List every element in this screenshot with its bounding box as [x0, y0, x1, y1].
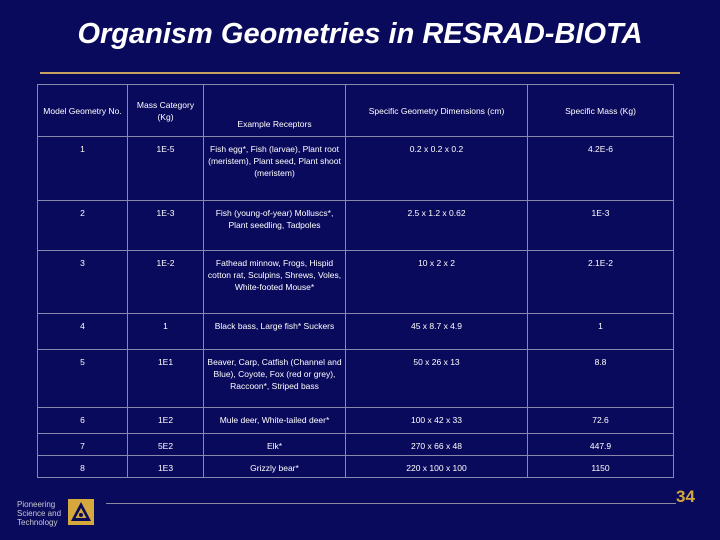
table-row [38, 349, 674, 407]
cell-dimensions: 2.5 x 1.2 x 0.62 [346, 201, 528, 251]
cell-dimensions: 50 x 26 x 13 [346, 349, 528, 407]
cell-mass-category: 1E-3 [128, 201, 204, 251]
header-specific-mass: Specific Mass (Kg) [528, 85, 674, 137]
cell-mass-category: 1E-2 [128, 251, 204, 313]
cell-specific-mass: 1E-3 [528, 201, 674, 251]
cell-geometry-no: 8 [38, 455, 128, 477]
table-row [38, 201, 674, 251]
cell-dimensions: 100 x 42 x 33 [346, 407, 528, 433]
cell-receptors: Fish egg*, Fish (larvae), Plant root (meristem), Plant seed, Plant shoot (meristem) [204, 137, 346, 201]
cell-geometry-no: 2 [38, 201, 128, 251]
cell-geometry-no: 4 [38, 313, 128, 349]
table-row [38, 455, 674, 477]
cell-specific-mass: 4.2E-6 [528, 137, 674, 201]
cell-dimensions: 270 x 66 x 48 [346, 433, 528, 455]
cell-geometry-no: 5 [38, 349, 128, 407]
cell-receptors: Mule deer, White-tailed deer* [204, 407, 346, 433]
cell-receptors: Black bass, Large fish* Suckers [204, 313, 346, 349]
table-header-row [38, 85, 674, 137]
table-row [38, 137, 674, 201]
tagline-line: Technology [17, 518, 58, 527]
page-number: 34 [676, 487, 695, 506]
header-example-receptors: Example Receptors [204, 85, 346, 137]
cell-specific-mass: 72.6 [528, 407, 674, 433]
table-row [38, 251, 674, 313]
cell-mass-category: 1E2 [128, 407, 204, 433]
cell-mass-category: 5E2 [128, 433, 204, 455]
cell-receptors: Grizzly bear* [204, 455, 346, 477]
cell-geometry-no: 1 [38, 137, 128, 201]
cell-geometry-no: 6 [38, 407, 128, 433]
cell-receptors: Fathead minnow, Frogs, Hispid cotton rat, Sculpins, Shrews, Voles, White-footed Mouse* [204, 251, 346, 313]
slide-title: Organism Geometries in RESRAD-BIOTA [77, 18, 643, 50]
footer-tagline [17, 500, 61, 527]
cell-specific-mass: 447.9 [528, 433, 674, 455]
header-mass-category: Mass Category (Kg) [128, 85, 204, 137]
cell-specific-mass: 2.1E-2 [528, 251, 674, 313]
cell-dimensions: 220 x 100 x 100 [346, 455, 528, 477]
table-row [38, 313, 674, 349]
cell-dimensions: 10 x 2 x 2 [346, 251, 528, 313]
cell-geometry-no: 3 [38, 251, 128, 313]
footer-divider [106, 503, 676, 504]
cell-mass-category: 1E-5 [128, 137, 204, 201]
header-geometry-dimensions: Specific Geometry Dimensions (cm) [346, 85, 528, 137]
cell-mass-category: 1E1 [128, 349, 204, 407]
cell-specific-mass: 1 [528, 313, 674, 349]
header-model-geometry-no: Model Geometry No. [38, 85, 128, 137]
argonne-logo-icon [68, 499, 94, 525]
cell-geometry-no: 7 [38, 433, 128, 455]
cell-receptors: Elk* [204, 433, 346, 455]
tagline-line: Pioneering [17, 500, 56, 509]
cell-dimensions: 45 x 8.7 x 4.9 [346, 313, 528, 349]
cell-mass-category: 1 [128, 313, 204, 349]
cell-dimensions: 0.2 x 0.2 x 0.2 [346, 137, 528, 201]
cell-receptors: Fish (young-of-year) Molluscs*, Plant seedling, Tadpoles [204, 201, 346, 251]
table-row [38, 407, 674, 433]
cell-mass-category: 1E3 [128, 455, 204, 477]
title-divider [40, 72, 680, 74]
cell-specific-mass: 1150 [528, 455, 674, 477]
tagline-line: Science and [17, 509, 62, 518]
cell-receptors: Beaver, Carp, Catfish (Channel and Blue), Coyote, Fox (red or grey), Raccoon*, Striped bass [204, 349, 346, 407]
table-row [38, 433, 674, 455]
cell-specific-mass: 8.8 [528, 349, 674, 407]
organism-geometry-table [37, 84, 674, 478]
